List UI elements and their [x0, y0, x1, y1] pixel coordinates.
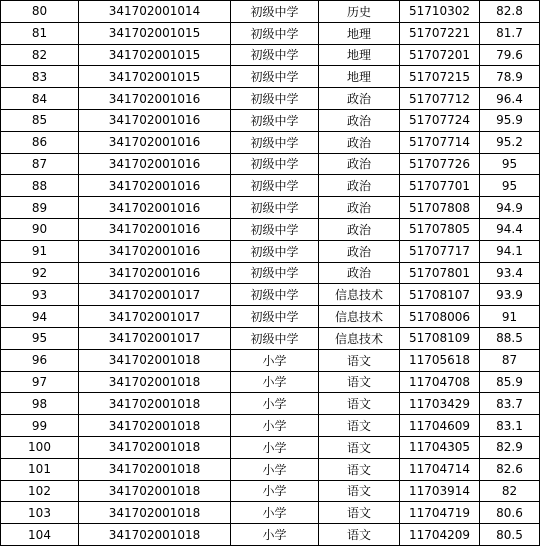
exam-id-cell: 51707801 — [400, 262, 480, 284]
row-number-cell: 104 — [1, 524, 79, 546]
table-row — [1, 88, 540, 110]
position-code-cell: 341702001018 — [79, 371, 231, 393]
table-row — [1, 415, 540, 437]
school-level-cell: 初级中学 — [231, 306, 319, 328]
table-row — [1, 218, 540, 240]
score-cell: 82.8 — [480, 1, 540, 23]
subject-cell: 语文 — [319, 436, 400, 458]
subject-cell: 地理 — [319, 22, 400, 44]
row-number-cell: 89 — [1, 197, 79, 219]
subject-cell: 政治 — [319, 175, 400, 197]
school-level-cell: 初级中学 — [231, 284, 319, 306]
subject-cell: 语文 — [319, 371, 400, 393]
subject-cell: 语文 — [319, 524, 400, 546]
school-level-cell: 初级中学 — [231, 218, 319, 240]
table-row — [1, 109, 540, 131]
row-number-cell: 103 — [1, 502, 79, 524]
exam-id-cell: 11703914 — [400, 480, 480, 502]
exam-id-cell: 51707805 — [400, 218, 480, 240]
school-level-cell: 初级中学 — [231, 66, 319, 88]
score-cell: 80.6 — [480, 502, 540, 524]
subject-cell: 语文 — [319, 480, 400, 502]
exam-id-cell: 51707808 — [400, 197, 480, 219]
score-cell: 94.4 — [480, 218, 540, 240]
exam-id-cell: 51707712 — [400, 88, 480, 110]
row-number-cell: 90 — [1, 218, 79, 240]
school-level-cell: 小学 — [231, 371, 319, 393]
row-number-cell: 81 — [1, 22, 79, 44]
subject-cell: 语文 — [319, 349, 400, 371]
subject-cell: 政治 — [319, 218, 400, 240]
score-cell: 79.6 — [480, 44, 540, 66]
position-code-cell: 341702001018 — [79, 502, 231, 524]
position-code-cell: 341702001016 — [79, 175, 231, 197]
table-body — [1, 1, 540, 546]
exam-id-cell: 11704719 — [400, 502, 480, 524]
exam-id-cell: 51707201 — [400, 44, 480, 66]
school-level-cell: 小学 — [231, 524, 319, 546]
score-cell: 85.9 — [480, 371, 540, 393]
table-row — [1, 327, 540, 349]
position-code-cell: 341702001016 — [79, 153, 231, 175]
row-number-cell: 85 — [1, 109, 79, 131]
school-level-cell: 初级中学 — [231, 197, 319, 219]
score-cell: 81.7 — [480, 22, 540, 44]
score-cell: 78.9 — [480, 66, 540, 88]
table-row — [1, 524, 540, 546]
table-row — [1, 44, 540, 66]
row-number-cell: 82 — [1, 44, 79, 66]
row-number-cell: 88 — [1, 175, 79, 197]
position-code-cell: 341702001014 — [79, 1, 231, 23]
position-code-cell: 341702001017 — [79, 306, 231, 328]
school-level-cell: 初级中学 — [231, 262, 319, 284]
position-code-cell: 341702001015 — [79, 44, 231, 66]
school-level-cell: 小学 — [231, 393, 319, 415]
subject-cell: 地理 — [319, 44, 400, 66]
row-number-cell: 92 — [1, 262, 79, 284]
exam-id-cell: 11704708 — [400, 371, 480, 393]
table-row — [1, 262, 540, 284]
row-number-cell: 97 — [1, 371, 79, 393]
table-row — [1, 349, 540, 371]
exam-id-cell: 11704305 — [400, 436, 480, 458]
subject-cell: 信息技术 — [319, 327, 400, 349]
position-code-cell: 341702001016 — [79, 240, 231, 262]
school-level-cell: 初级中学 — [231, 22, 319, 44]
row-number-cell: 80 — [1, 1, 79, 23]
position-code-cell: 341702001015 — [79, 22, 231, 44]
row-number-cell: 101 — [1, 458, 79, 480]
score-cell: 96.4 — [480, 88, 540, 110]
row-number-cell: 93 — [1, 284, 79, 306]
subject-cell: 政治 — [319, 262, 400, 284]
exam-id-cell: 11704609 — [400, 415, 480, 437]
score-cell: 82 — [480, 480, 540, 502]
row-number-cell: 86 — [1, 131, 79, 153]
position-code-cell: 341702001018 — [79, 458, 231, 480]
exam-id-cell: 51708107 — [400, 284, 480, 306]
row-number-cell: 99 — [1, 415, 79, 437]
school-level-cell: 小学 — [231, 415, 319, 437]
score-cell: 87 — [480, 349, 540, 371]
row-number-cell: 83 — [1, 66, 79, 88]
school-level-cell: 小学 — [231, 480, 319, 502]
school-level-cell: 初级中学 — [231, 153, 319, 175]
position-code-cell: 341702001017 — [79, 284, 231, 306]
score-cell: 95.2 — [480, 131, 540, 153]
exam-id-cell: 51707701 — [400, 175, 480, 197]
table-row — [1, 371, 540, 393]
exam-id-cell: 51707714 — [400, 131, 480, 153]
exam-id-cell: 51707221 — [400, 22, 480, 44]
subject-cell: 历史 — [319, 1, 400, 23]
row-number-cell: 98 — [1, 393, 79, 415]
school-level-cell: 初级中学 — [231, 44, 319, 66]
score-cell: 91 — [480, 306, 540, 328]
school-level-cell: 初级中学 — [231, 131, 319, 153]
score-cell: 95.9 — [480, 109, 540, 131]
row-number-cell: 87 — [1, 153, 79, 175]
row-number-cell: 100 — [1, 436, 79, 458]
exam-id-cell: 51707717 — [400, 240, 480, 262]
table-row — [1, 22, 540, 44]
exam-id-cell: 11704714 — [400, 458, 480, 480]
table-row — [1, 306, 540, 328]
position-code-cell: 341702001018 — [79, 436, 231, 458]
subject-cell: 政治 — [319, 153, 400, 175]
school-level-cell: 小学 — [231, 349, 319, 371]
row-number-cell: 94 — [1, 306, 79, 328]
table-row — [1, 480, 540, 502]
row-number-cell: 102 — [1, 480, 79, 502]
score-cell: 88.5 — [480, 327, 540, 349]
score-cell: 93.9 — [480, 284, 540, 306]
position-code-cell: 341702001016 — [79, 88, 231, 110]
exam-id-cell: 11704209 — [400, 524, 480, 546]
exam-id-cell: 51710302 — [400, 1, 480, 23]
subject-cell: 信息技术 — [319, 284, 400, 306]
subject-cell: 政治 — [319, 109, 400, 131]
school-level-cell: 初级中学 — [231, 327, 319, 349]
position-code-cell: 341702001016 — [79, 131, 231, 153]
school-level-cell: 初级中学 — [231, 240, 319, 262]
exam-id-cell: 51707726 — [400, 153, 480, 175]
position-code-cell: 341702001016 — [79, 109, 231, 131]
position-code-cell: 341702001018 — [79, 415, 231, 437]
table-row — [1, 153, 540, 175]
row-number-cell: 96 — [1, 349, 79, 371]
school-level-cell: 初级中学 — [231, 1, 319, 23]
subject-cell: 语文 — [319, 393, 400, 415]
subject-cell: 信息技术 — [319, 306, 400, 328]
school-level-cell: 初级中学 — [231, 175, 319, 197]
position-code-cell: 341702001016 — [79, 218, 231, 240]
position-code-cell: 341702001015 — [79, 66, 231, 88]
table-row — [1, 458, 540, 480]
score-cell: 94.1 — [480, 240, 540, 262]
position-code-cell: 341702001018 — [79, 524, 231, 546]
exam-id-cell: 11705618 — [400, 349, 480, 371]
table-row — [1, 393, 540, 415]
position-code-cell: 341702001018 — [79, 393, 231, 415]
subject-cell: 地理 — [319, 66, 400, 88]
row-number-cell: 95 — [1, 327, 79, 349]
school-level-cell: 小学 — [231, 436, 319, 458]
school-level-cell: 小学 — [231, 458, 319, 480]
score-cell: 93.4 — [480, 262, 540, 284]
row-number-cell: 91 — [1, 240, 79, 262]
position-code-cell: 341702001017 — [79, 327, 231, 349]
exam-id-cell: 11703429 — [400, 393, 480, 415]
table-row — [1, 502, 540, 524]
subject-cell: 政治 — [319, 131, 400, 153]
position-code-cell: 341702001016 — [79, 262, 231, 284]
exam-id-cell: 51708109 — [400, 327, 480, 349]
subject-cell: 语文 — [319, 458, 400, 480]
table-row — [1, 284, 540, 306]
score-cell: 83.7 — [480, 393, 540, 415]
school-level-cell: 初级中学 — [231, 88, 319, 110]
subject-cell: 政治 — [319, 197, 400, 219]
subject-cell: 政治 — [319, 240, 400, 262]
score-cell: 82.6 — [480, 458, 540, 480]
exam-id-cell: 51708006 — [400, 306, 480, 328]
table-row — [1, 240, 540, 262]
school-level-cell: 初级中学 — [231, 109, 319, 131]
position-code-cell: 341702001018 — [79, 480, 231, 502]
score-cell: 80.5 — [480, 524, 540, 546]
table-row — [1, 436, 540, 458]
table-row — [1, 66, 540, 88]
table-row — [1, 197, 540, 219]
subject-cell: 语文 — [319, 502, 400, 524]
score-cell: 95 — [480, 153, 540, 175]
score-cell: 83.1 — [480, 415, 540, 437]
exam-id-cell: 51707215 — [400, 66, 480, 88]
exam-id-cell: 51707724 — [400, 109, 480, 131]
position-code-cell: 341702001018 — [79, 349, 231, 371]
table-row — [1, 131, 540, 153]
school-level-cell: 小学 — [231, 502, 319, 524]
table-row — [1, 175, 540, 197]
score-cell: 82.9 — [480, 436, 540, 458]
score-cell: 94.9 — [480, 197, 540, 219]
score-cell: 95 — [480, 175, 540, 197]
position-code-cell: 341702001016 — [79, 197, 231, 219]
table-row — [1, 1, 540, 23]
row-number-cell: 84 — [1, 88, 79, 110]
subject-cell: 政治 — [319, 88, 400, 110]
subject-cell: 语文 — [319, 415, 400, 437]
